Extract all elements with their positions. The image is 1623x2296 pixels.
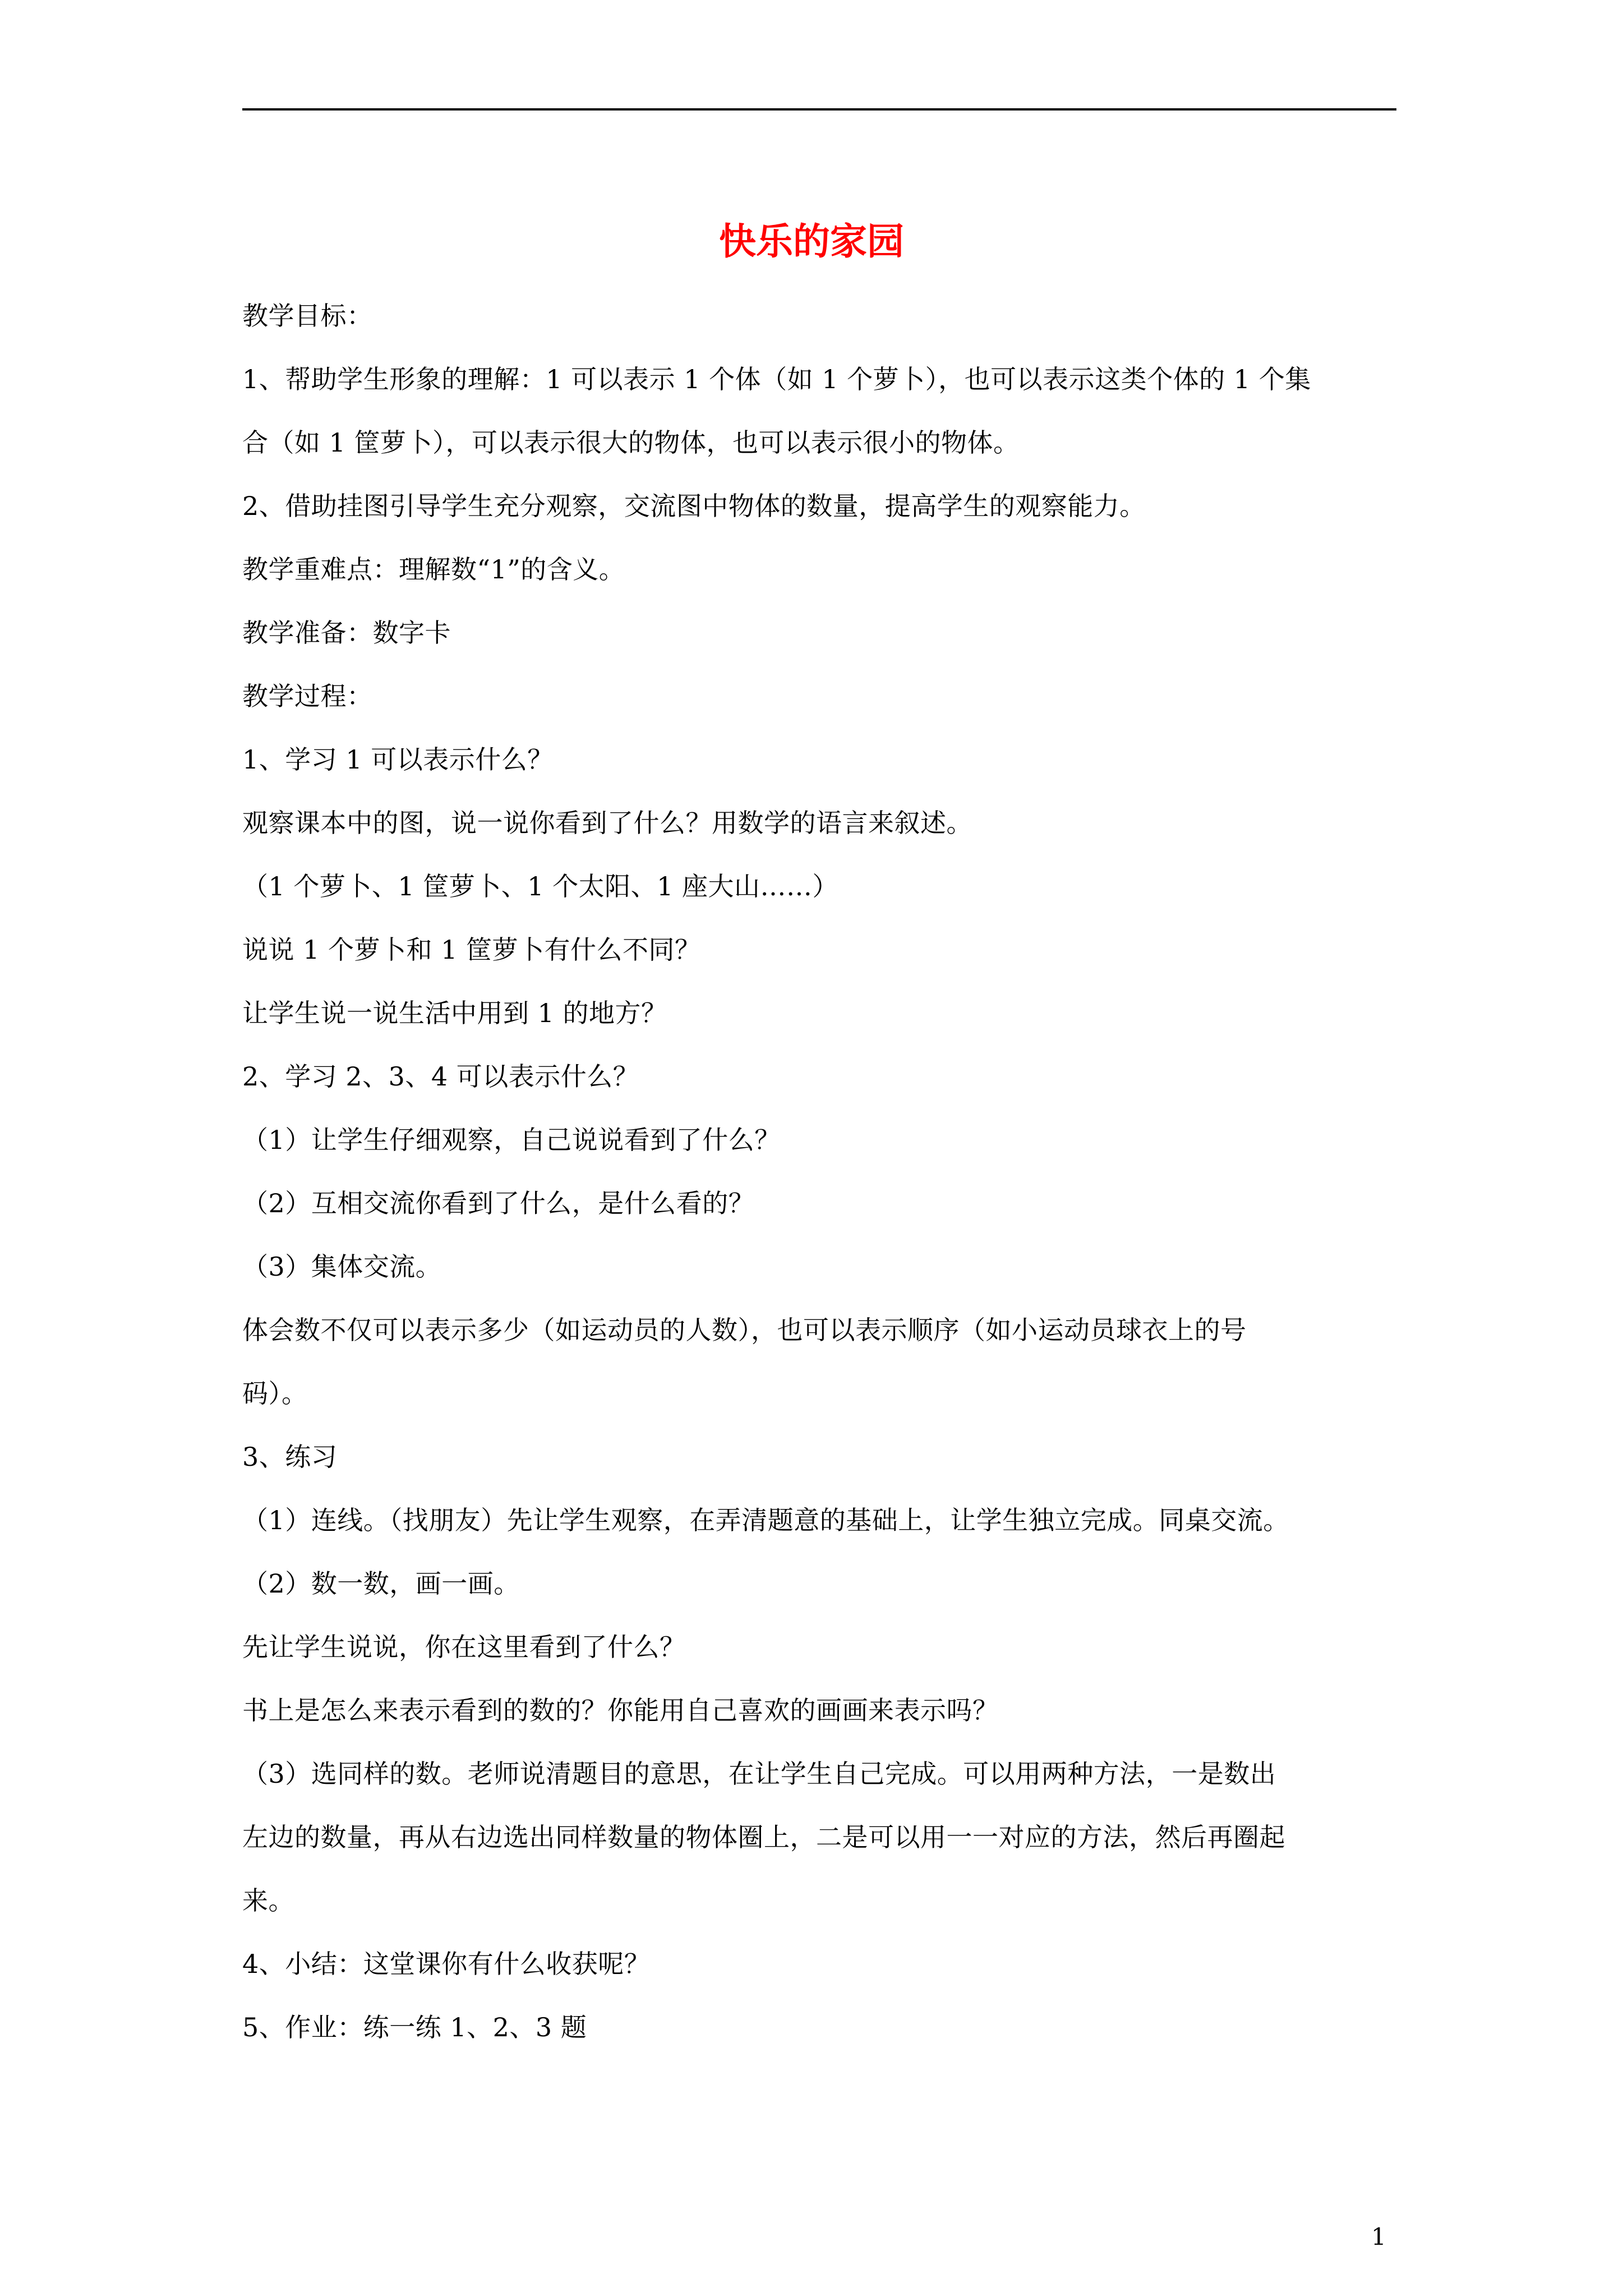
key-difficulty: 教学重难点：理解数“1”的含义。 (242, 554, 625, 585)
paragraph-line: 码）。 (242, 1378, 308, 1409)
process-step-3: 3、练习 (242, 1442, 338, 1472)
objective-1-line-1: 1、帮助学生形象的理解：1 可以表示 1 个体（如 1 个萝卜），也可以表示这类个体的 1 个集 (242, 364, 1311, 394)
paragraph-line: 来。 (242, 1885, 294, 1916)
section-heading-objectives: 教学目标： (242, 301, 373, 331)
header-rule (242, 108, 1396, 111)
paragraph-line: 左边的数量，再从右边选出同样数量的物体圈上，二是可以用一一对应的方法，然后再圈起 (242, 1822, 1285, 1852)
page-number: 1 (1371, 2223, 1386, 2251)
paragraph-line: （1 个萝卜、1 筐萝卜、1 个太阳、1 座大山……） (242, 871, 839, 901)
paragraph-line: 体会数不仅可以表示多少（如运动员的人数），也可以表示顺序（如小运动员球衣上的号 (242, 1315, 1247, 1345)
paragraph-line: 观察课本中的图，说一说你看到了什么？用数学的语言来叙述。 (242, 808, 972, 838)
objective-2: 2、借助挂图引导学生充分观察，交流图中物体的数量，提高学生的观察能力。 (242, 491, 1146, 521)
objective-1-line-2: 合（如 1 筐萝卜），可以表示很大的物体，也可以表示很小的物体。 (242, 427, 1020, 458)
paragraph-line: 让学生说一说生活中用到 1 的地方？ (242, 998, 667, 1028)
paragraph-line: （1）连线。（找朋友）先让学生观察，在弄清题意的基础上，让学生独立完成。同桌交流。 (242, 1505, 1289, 1535)
process-step-5: 5、作业：练一练 1、2、3 题 (242, 2012, 587, 2042)
paragraph-line: 先让学生说说，你在这里看到了什么？ (242, 1632, 686, 1662)
paragraph-line: 说说 1 个萝卜和 1 筐萝卜有什么不同？ (242, 935, 701, 965)
document-title: 快乐的家园 (719, 219, 904, 263)
teaching-preparation: 教学准备：数字卡 (242, 618, 451, 648)
paragraph-line: （3）集体交流。 (242, 1251, 442, 1282)
process-step-4: 4、小结：这堂课你有什么收获呢？ (242, 1949, 651, 1979)
paragraph-line: （1）让学生仔细观察，自己说说看到了什么？ (242, 1125, 781, 1155)
paragraph-line: 书上是怎么来表示看到的数的？你能用自己喜欢的画画来表示吗？ (242, 1695, 999, 1726)
process-step-2: 2、学习 2、3、4 可以表示什么？ (242, 1061, 639, 1092)
paragraph-line: （3）选同样的数。老师说清题目的意思，在让学生自己完成。可以用两种方法，一是数出 (242, 1759, 1276, 1789)
paragraph-line: （2）互相交流你看到了什么，是什么看的？ (242, 1188, 755, 1218)
paragraph-line: （2）数一数，画一画。 (242, 1568, 520, 1599)
section-heading-process: 教学过程： (242, 681, 373, 711)
process-step-1: 1、学习 1 可以表示什么？ (242, 744, 554, 775)
